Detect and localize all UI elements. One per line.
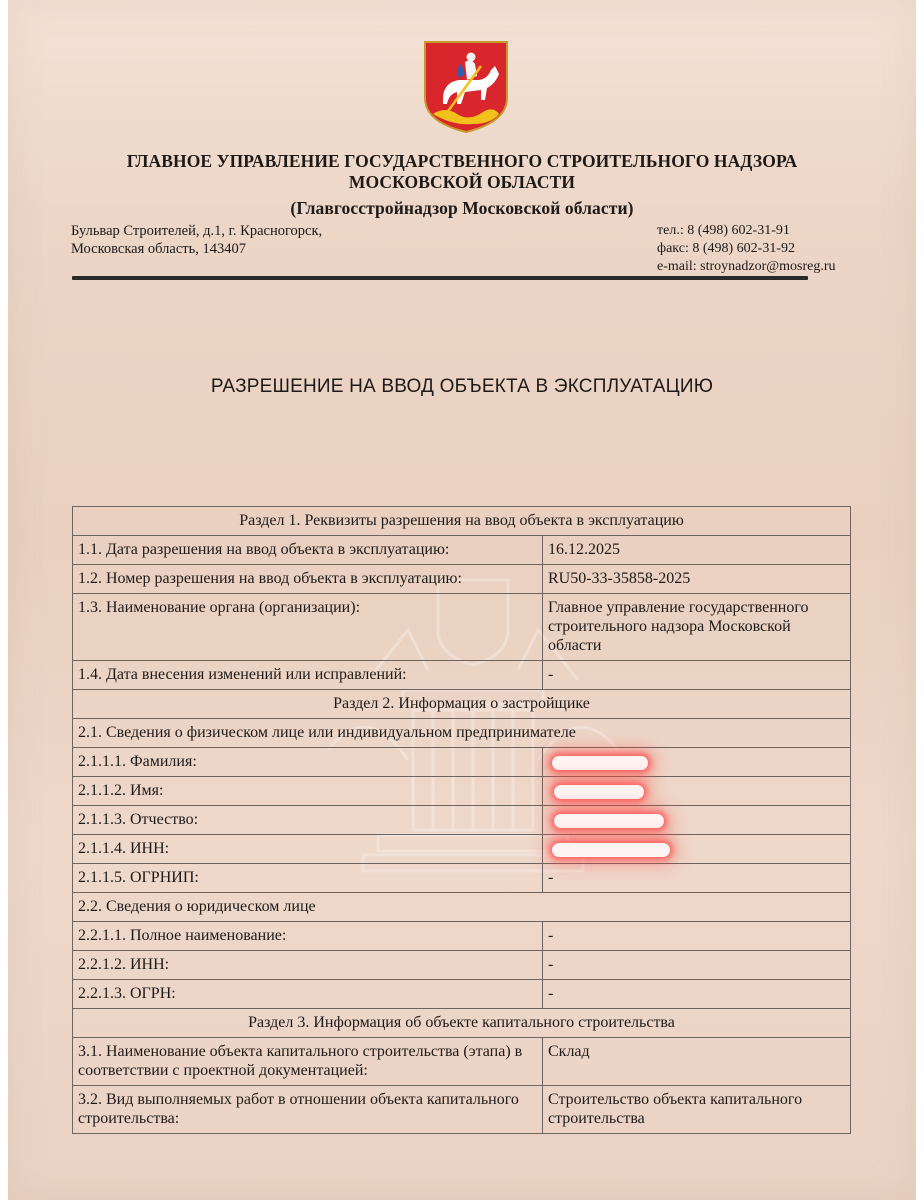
ogrnip-value: - (543, 864, 851, 893)
table-row (73, 594, 851, 661)
fax: факс: 8 (498) 602-31-92 (657, 241, 795, 256)
table-row (73, 951, 851, 980)
redaction-mark (552, 756, 648, 770)
document-title: РАЗРЕШЕНИЕ НА ВВОД ОБЪЕКТА В ЭКСПЛУАТАЦИЮ (210, 376, 714, 397)
header-divider (72, 276, 808, 280)
table-row (73, 690, 851, 719)
row-label: 1.4. Дата внесения изменений или исправлений: (73, 661, 543, 690)
row-label: 2.1.1.5. ОГРНИП: (73, 864, 543, 893)
row-label: 2.1.1.4. ИНН: (73, 835, 543, 864)
org-short-name: (Главгосстройнадзор Московской области) (290, 198, 634, 218)
address-line2: Московская область, 143407 (71, 241, 246, 257)
table-row (73, 507, 851, 536)
table-row (73, 806, 851, 835)
section-1-header: Раздел 1. Реквизиты разрешения на ввод объекта в эксплуатацию (73, 507, 851, 536)
org-title-line1: ГЛАВНОЕ УПРАВЛЕНИЕ ГОСУДАРСТВЕННОГО СТРОИТЕЛЬНОГО НАДЗОРА (126, 151, 798, 171)
legal-inn-value: - (543, 951, 851, 980)
row-label: 2.2.1.1. Полное наименование: (73, 922, 543, 951)
table-row (73, 864, 851, 893)
work-type-value: Строительство объекта капитального строительства (543, 1086, 851, 1134)
row-label: 2.1.1.2. Имя: (73, 777, 543, 806)
table-row (73, 980, 851, 1009)
row-label: 1.1. Дата разрешения на ввод объекта в эксплуатацию: (73, 536, 543, 565)
individual-info-header: 2.1. Сведения о физическом лице или индивидуальном предпринимателе (73, 719, 851, 748)
table-row (73, 893, 851, 922)
table-row (73, 922, 851, 951)
table-row (73, 565, 851, 594)
org-title-line2: МОСКОВСКОЙ ОБЛАСТИ (348, 172, 576, 192)
object-name-value: Склад (543, 1038, 851, 1086)
table-row (73, 719, 851, 748)
amendment-date: - (543, 661, 851, 690)
table-row (73, 1086, 851, 1134)
row-label: 3.2. Вид выполняемых работ в отношении объекта капитального строительства: (73, 1086, 543, 1134)
redaction-mark (554, 785, 644, 799)
first-name-value (543, 777, 851, 806)
phone: тел.: 8 (498) 602-31-91 (657, 223, 790, 238)
permit-number: RU50-33-35858-2025 (543, 565, 851, 594)
coat-of-arms-icon (421, 40, 511, 134)
issuing-authority: Главное управление государственного строительного надзора Московской области (543, 594, 851, 661)
row-label: 1.3. Наименование органа (организации): (73, 594, 543, 661)
row-label: 1.2. Номер разрешения на ввод объекта в эксплуатацию: (73, 565, 543, 594)
section-3-header: Раздел 3. Информация об объекте капитального строительства (73, 1009, 851, 1038)
table-row (73, 536, 851, 565)
table-row (73, 1009, 851, 1038)
table-row (73, 1038, 851, 1086)
row-label: 2.1.1.3. Отчество: (73, 806, 543, 835)
table-row (73, 835, 851, 864)
redaction-mark (554, 814, 664, 828)
email: e-mail: stroynadzor@mosreg.ru (657, 259, 836, 274)
ogrn-value: - (543, 980, 851, 1009)
permit-table (72, 506, 851, 1134)
inn-value (543, 835, 851, 864)
section-2-header: Раздел 2. Информация о застройщике (73, 690, 851, 719)
surname-value (543, 748, 851, 777)
table-row (73, 777, 851, 806)
permit-date: 16.12.2025 (543, 536, 851, 565)
full-name-value: - (543, 922, 851, 951)
row-label: 3.1. Наименование объекта капитального строительства (этапа) в соответствии с проектной документацией: (73, 1038, 543, 1086)
redaction-mark (552, 843, 670, 857)
row-label: 2.2.1.3. ОГРН: (73, 980, 543, 1009)
row-label: 2.2.1.2. ИНН: (73, 951, 543, 980)
address-line1: Бульвар Строителей, д.1, г. Красногорск, (71, 223, 323, 239)
table-row (73, 661, 851, 690)
row-label: 2.1.1.1. Фамилия: (73, 748, 543, 777)
table-row (73, 748, 851, 777)
legal-entity-header: 2.2. Сведения о юридическом лице (73, 893, 851, 922)
patronymic-value (543, 806, 851, 835)
